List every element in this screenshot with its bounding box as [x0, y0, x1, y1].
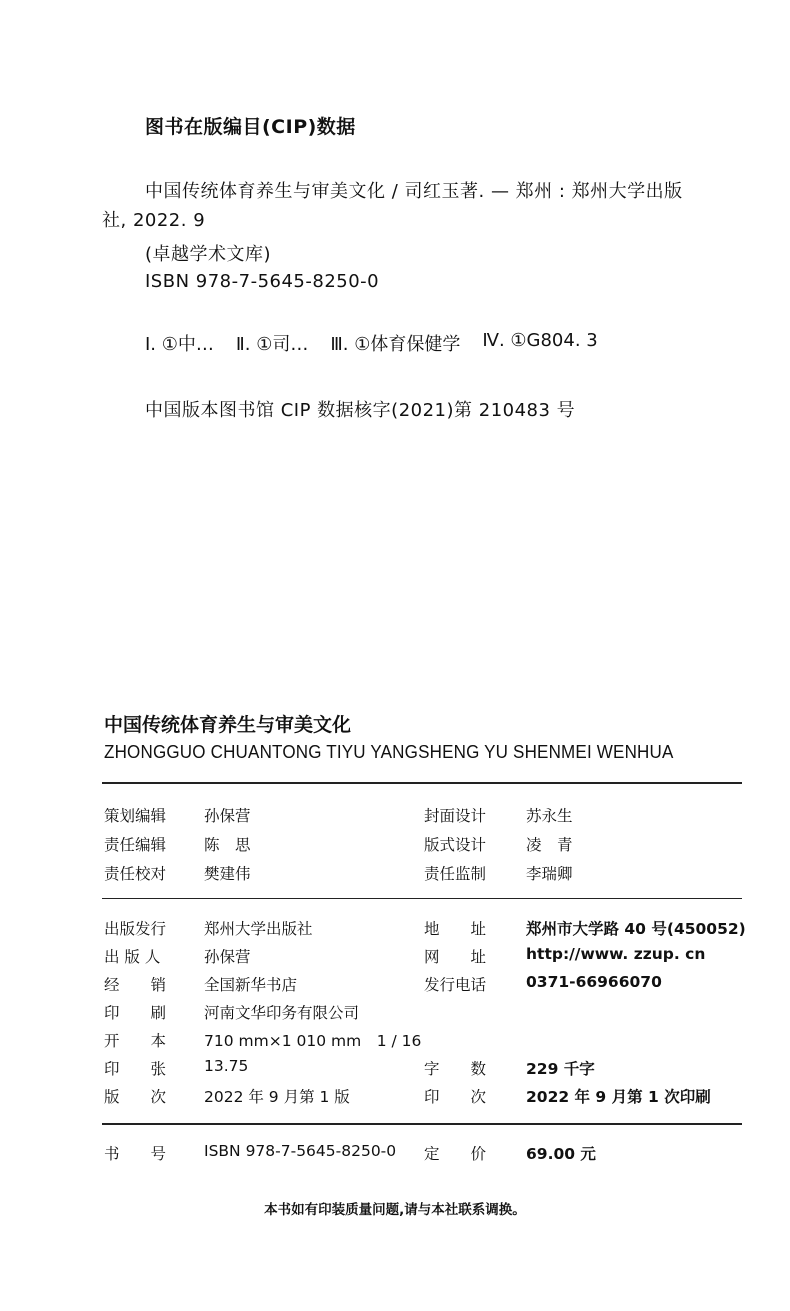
pub-value: 郑州市大学路 40 号(450052): [526, 920, 746, 938]
staff-label: 责任监制: [424, 865, 487, 883]
pub-label: 字 数: [424, 1060, 487, 1078]
pub-value: 229 千字: [526, 1060, 595, 1078]
cip-class-1: Ⅰ. ①中…: [145, 334, 214, 355]
cip-series: (卓越学术文库): [145, 244, 272, 265]
publishing-row: [104, 917, 744, 945]
book-pinyin: ZHONGGUO CHUANTONG TIYU YANGSHENG YU SHENMEI WENHUA: [104, 741, 674, 762]
cip-title-line-wrap: 社, 2022. 9: [102, 210, 206, 231]
pub-label: 出版发行: [104, 920, 167, 938]
staff-row: [104, 833, 744, 861]
staff-value: 凌 青: [526, 836, 573, 854]
staff-row: [104, 804, 744, 832]
staff-label: 版式设计: [424, 836, 487, 854]
staff-value: 樊建伟: [204, 865, 251, 883]
cip-title-line: 中国传统体育养生与审美文化 / 司红玉著. — 郑州 : 郑州大学出版: [145, 181, 683, 202]
publishing-row: [104, 1085, 744, 1113]
pub-value: 13.75: [204, 1057, 249, 1075]
divider-bottom: [102, 1123, 742, 1125]
cip-class-2: Ⅱ. ①司…: [235, 334, 309, 355]
pub-value: http://www. zzup. cn: [526, 945, 706, 963]
cip-record: 中国版本图书馆 CIP 数据核字(2021)第 210483 号: [145, 400, 576, 421]
cip-isbn: ISBN 978-7-5645-8250-0: [145, 271, 380, 292]
pub-value: 郑州大学出版社: [204, 920, 313, 938]
pub-label: 发行电话: [424, 976, 487, 994]
pub-label: 经 销: [104, 976, 167, 994]
pricing-row: [104, 1142, 744, 1170]
pub-value: 孙保营: [204, 948, 251, 966]
staff-label: 责任编辑: [104, 836, 167, 854]
pub-value: 710 mm×1 010 mm 1 / 16: [204, 1032, 422, 1050]
publishing-row: [104, 945, 744, 973]
price-value: 69.00 元: [526, 1145, 596, 1163]
pub-value: 0371-66966070: [526, 973, 662, 991]
pub-label: 版 次: [104, 1088, 167, 1106]
staff-value: 李瑞卿: [526, 865, 573, 883]
pub-label: 印 张: [104, 1060, 167, 1078]
cip-class-3: Ⅲ. ①体育保健学: [330, 334, 461, 355]
pub-value: 2022 年 9 月第 1 版: [204, 1088, 350, 1106]
publishing-row: [104, 1001, 744, 1029]
pub-label: 印 刷: [104, 1004, 167, 1022]
publishing-row: [104, 1057, 744, 1085]
staff-label: 封面设计: [424, 807, 487, 825]
pub-value: 全国新华书店: [204, 976, 298, 994]
divider-top: [102, 782, 742, 784]
cip-heading: 图书在版编目(CIP)数据: [145, 116, 356, 138]
price-label: 定 价: [424, 1145, 487, 1163]
isbn-label: 书 号: [104, 1145, 167, 1163]
publishing-row: [104, 1029, 744, 1057]
staff-value: 孙保营: [204, 807, 251, 825]
cip-class-4: Ⅳ. ①G804. 3: [482, 330, 598, 351]
book-title: 中国传统体育养生与审美文化: [104, 714, 352, 736]
pub-label: 印 次: [424, 1088, 487, 1106]
pub-label: 开 本: [104, 1032, 167, 1050]
staff-value: 陈 思: [204, 836, 251, 854]
pub-label: 出 版 人: [104, 948, 161, 966]
pub-value: 2022 年 9 月第 1 次印刷: [526, 1088, 711, 1106]
footer-note: 本书如有印装质量问题,请与本社联系调换。: [264, 1202, 526, 1218]
publishing-row: [104, 973, 744, 1001]
staff-label: 策划编辑: [104, 807, 167, 825]
pub-value: 河南文华印务有限公司: [204, 1004, 360, 1022]
staff-value: 苏永生: [526, 807, 573, 825]
isbn-value: ISBN 978-7-5645-8250-0: [204, 1142, 397, 1160]
divider-middle: [102, 898, 742, 899]
pub-label: 地 址: [424, 920, 487, 938]
staff-label: 责任校对: [104, 865, 167, 883]
cip-classification: [145, 330, 598, 356]
staff-row: [104, 862, 744, 890]
pub-label: 网 址: [424, 948, 487, 966]
